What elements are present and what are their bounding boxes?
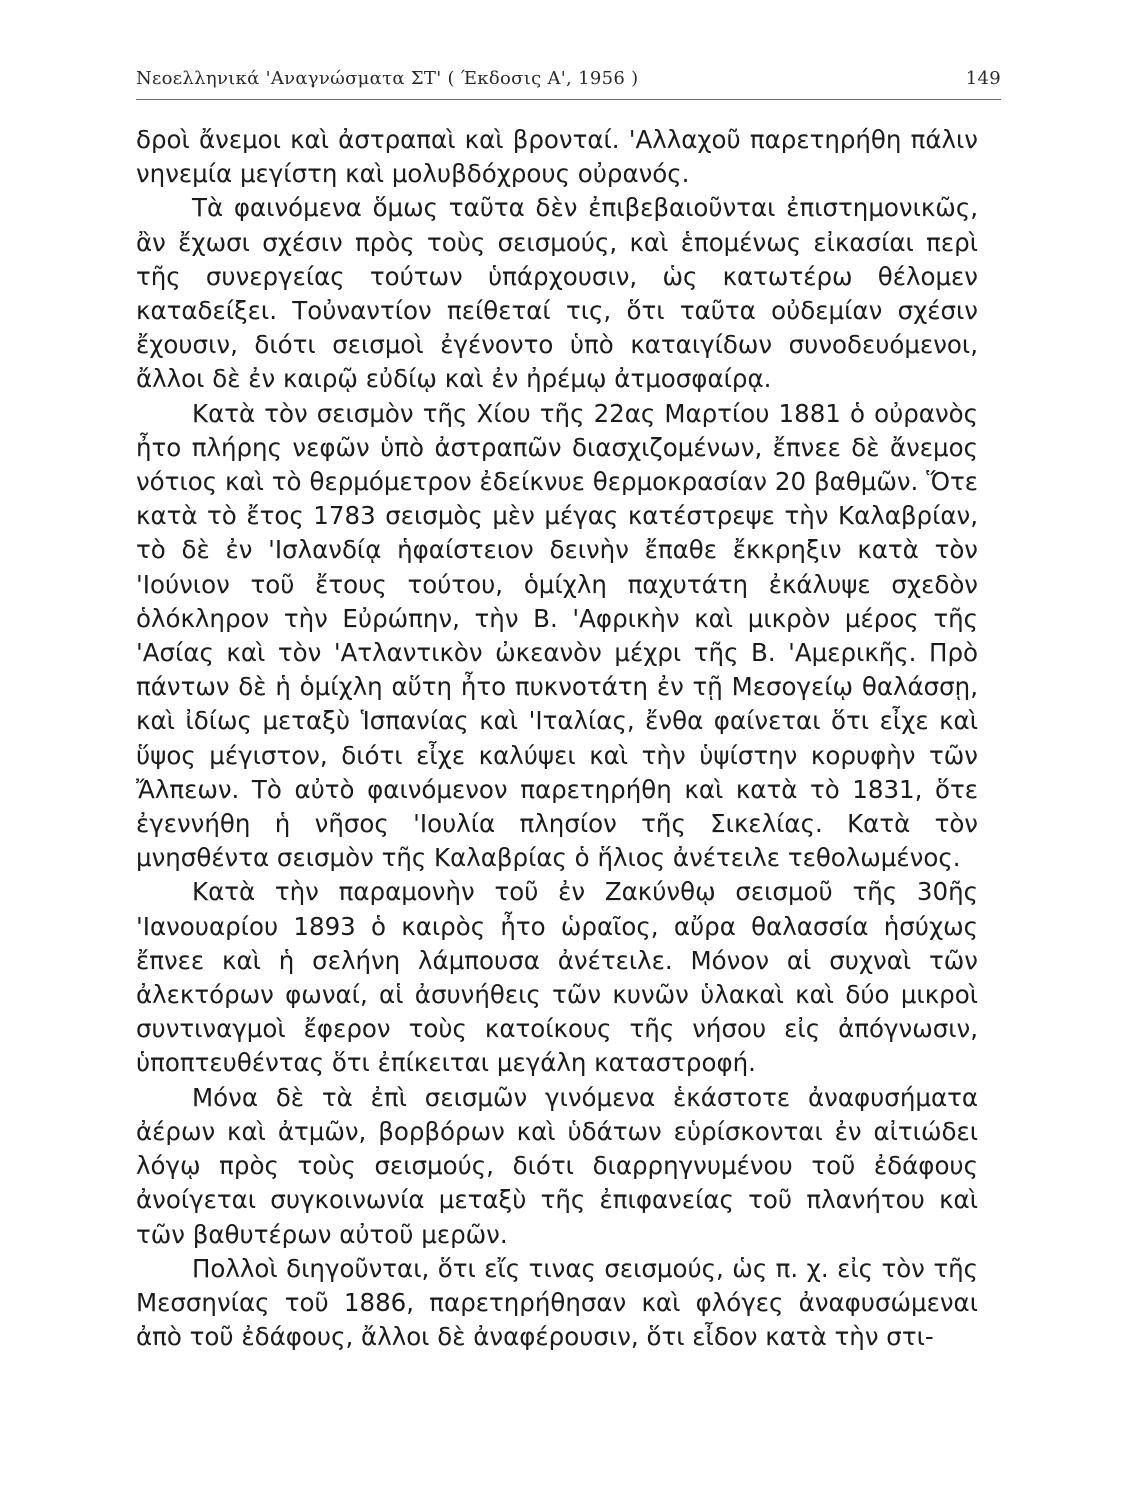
paragraph: Πολλοὶ διηγοῦνται, ὅτι εἴς τινας σεισμούς, ὡς π. χ. εἰς τὸν τῆς Μεσσηνίας τοῦ 1886, παρετηρήθησαν καὶ φλόγες ἀναφυσώμεναι ἀπὸ τοῦ ἐδάφους, ἄλλοι δὲ ἀναφέρουσιν, ὅτι εἶδον κατὰ τὴν στι- bbox=[136, 1253, 978, 1352]
header-rule bbox=[136, 99, 1001, 100]
header-title: Νεοελληνικά 'Αναγνώσματα ΣΤ' ( Έκδοσις Α', 1956 ) bbox=[136, 68, 639, 89]
paragraph: Μόνα δὲ τὰ ἐπὶ σεισμῶν γινόμενα ἑκάστοτε ἀναφυσήματα ἀέρων καὶ ἀτμῶν, βορβόρων καὶ ὑδάτων εὑρίσκονται ἐν αἰτιώδει λόγῳ πρὸς τοὺς σεισμούς, διότι διαρρηγνυμένου τοῦ ἐδάφους ἀνοίγεται συγκοινωνία μεταξὺ τῆς ἐπιφανείας τοῦ πλανήτου καὶ τῶν βαθυτέρων αὐτοῦ μερῶν. bbox=[136, 1082, 978, 1249]
paragraph: Κατὰ τὸν σεισμὸν τῆς Χίου τῆς 22ας Μαρτίου 1881 ὁ οὐρανὸς ἦτο πλήρης νεφῶν ὑπὸ ἀστραπῶν διασχιζομένων, ἔπνεε δὲ ἄνεμος νότιος καὶ τὸ θερμόμετρον ἐδείκνυε θερμοκρασίαν 20 βαθμῶν. Ὅτε κατὰ τὸ ἔτος 1783 σεισμὸς μὲν μέγας κατέστρεψε τὴν Καλαβρίαν, τὸ δὲ ἐν 'Ισλανδίᾳ ἡφαίστειον δεινὴν ἔπαθε ἔκκρηξιν κατὰ τὸν 'Ιούνιον τοῦ ἔτους τούτου, ὁμίχλη παχυτάτη ἐκάλυψε σχεδὸν ὁλόκληρον τὴν Εὐρώπην, τὴν Β. 'Αφρικὴν καὶ μικρὸν μέρος τῆς 'Ασίας καὶ τὸν 'Ατλαντικὸν ὠκεανὸν μέχρι τῆς Β. 'Αμερικῆς. Πρὸ πάντων δὲ ἡ ὁμίχλη αὕτη ἦτο πυκνοτάτη ἐν τῇ Μεσογείῳ θαλάσσῃ, καὶ ἰδίως μεταξὺ Ἱσπανίας καὶ 'Ιταλίας, ἔνθα φαίνεται ὅτι εἶχε καὶ ὕψος μέγιστον, διότι εἶχε καλύψει καὶ τὴν ὑψίστην κορυφὴν τῶν Ἄλπεων. Τὸ αὐτὸ φαινόμενον παρετηρήθη καὶ κατὰ τὸ 1831, ὅτε ἐγεννήθη ἡ νῆσος 'Ιουλία πλησίον τῆς Σικελίας. Κατὰ τὸν μνησθέντα σεισμὸν τῆς Καλαβρίας ὁ ἥλιος ἀνέτειλε τεθολωμένος. bbox=[136, 398, 978, 873]
paragraph: Τὰ φαινόμενα ὅμως ταῦτα δὲν ἐπιβεβαιοῦνται ἐπιστημονικῶς, ἂν ἔχωσι σχέσιν πρὸς τοὺς σεισμούς, καὶ ἑπομένως εἰκασίαι περὶ τῆς συνεργείας τούτων ὑπάρχουσιν, ὡς κατωτέρω θέλομεν καταδείξει. Τοὐναντίον πείθεταί τις, ὅτι ταῦτα οὐδεμίαν σχέσιν ἔχουσιν, διότι σεισμοὶ ἐγένοντο ὑπὸ καταιγίδων συνοδευόμενοι, ἄλλοι δὲ ἐν καιρῷ εὐδίῳ καὶ ἐν ἠρέμῳ ἀτμοσφαίρᾳ. bbox=[136, 193, 978, 394]
running-header bbox=[136, 64, 1001, 96]
body-text bbox=[136, 123, 978, 1354]
paragraph: Κατὰ τὴν παραμονὴν τοῦ ἐν Ζακύνθῳ σεισμοῦ τῆς 30ῆς 'Ιανουαρίου 1893 ὁ καιρὸς ἦτο ὡραῖος, αὔρα θαλασσία ἡσύχως ἔπνεε καὶ ἡ σελήνη λάμπουσα ἀνέτειλε. Μόνον αἱ συχναὶ τῶν ἀλεκτόρων φωναί, αἱ ἀσυνήθεις τῶν κυνῶν ὑλακαὶ καὶ δύο μικροὶ συντιναγμοὶ ἔφερον τοὺς κατοίκους τῆς νήσου εἰς ἀπόγνωσιν, ὑποπτευθέντας ὅτι ἐπίκειται μεγάλη καταστροφή. bbox=[136, 877, 978, 1078]
page-number: 149 bbox=[965, 68, 1001, 89]
paragraph-continued: δροὶ ἄνεμοι καὶ ἀστραπαὶ καὶ βρονταί. 'Αλλαχοῦ παρετηρήθη πάλιν νηνεμία μεγίστη καὶ μολυβδόχρους οὐρανός. bbox=[136, 125, 978, 189]
